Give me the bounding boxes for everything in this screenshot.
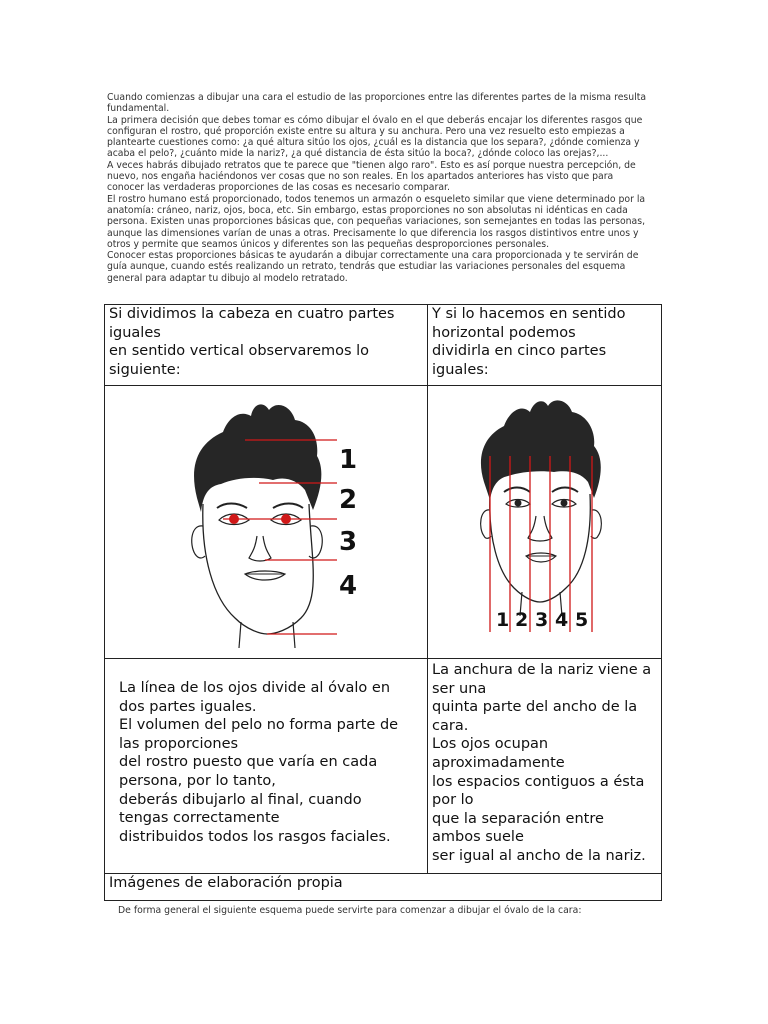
intro-line: fundamental.	[107, 103, 170, 115]
body-right-line: cara.	[432, 717, 469, 734]
body-right-line: los espacios contiguos a ésta	[432, 773, 645, 790]
intro-line: otros y permite que seamos únicos y diferentes son las pequeñas desproporciones personales.	[107, 238, 550, 250]
header-left-line: iguales	[109, 324, 161, 341]
horizontal-division-face-drawing	[428, 386, 664, 658]
body-right-line: ambos suele	[432, 829, 524, 846]
body-right-line: por lo	[432, 792, 474, 809]
header-left-cell	[105, 305, 428, 386]
eyebrow-right	[552, 488, 578, 493]
section-number: 2	[515, 609, 529, 631]
hair-shape	[194, 404, 321, 512]
section-number: 4	[339, 571, 358, 601]
body-left-line: distribuidos todos los rasgos faciales.	[119, 828, 391, 845]
intro-line: conocer las verdaderas proporciones de las cosas es necesario comparar.	[107, 182, 450, 194]
footnote-text: De forma general el siguiente esquema puede servirte para comenzar a dibujar el óvalo de la cara:	[118, 905, 582, 916]
header-left-line: en sentido vertical observaremos lo	[109, 343, 370, 360]
proportions-table	[104, 304, 662, 901]
section-number: 3	[535, 609, 549, 631]
section-number: 4	[555, 609, 569, 631]
body-right-line: ser igual al ancho de la nariz.	[432, 847, 646, 864]
intro-line: La primera decisión que debes tomar es cómo dibujar el óvalo en el que deberás encajar los diferentes rasgos que	[107, 114, 643, 126]
body-right-line: quinta parte del ancho de la	[432, 699, 638, 716]
section-number: 5	[575, 609, 589, 631]
intro-line: persona. Existen unas proporciones básicas que, con pequeñas variaciones, son semejantes en todas las personas,	[107, 216, 646, 228]
body-right-line: aproximadamente	[432, 754, 565, 771]
header-right-line: iguales:	[432, 361, 489, 378]
eyebrow-left	[504, 488, 530, 493]
intro-line: general para adaptar tu dibujo al modelo retratado.	[107, 272, 348, 284]
section-number: 3	[339, 527, 358, 557]
intro-line: guía aunque, cuando estés realizando un retrato, tendrás que estudiar las variaciones personales del esquema	[107, 261, 626, 273]
body-left-line: El volumen del pelo no forma parte de	[119, 717, 399, 734]
intro-line: El rostro humano está proporcionado, todos tenemos un armazón o esqueleto similar que viene determinado por la	[107, 193, 646, 205]
neck-right	[293, 622, 295, 648]
intro-line: Cuando comienzas a dibujar una cara el estudio de las proporciones entre las diferentes partes de la misma resulta	[107, 92, 647, 103]
face-outline	[490, 494, 591, 602]
body-left-line: persona, por lo tanto,	[119, 772, 276, 789]
vertical-division-illustration-cell	[105, 386, 428, 659]
pupil-right	[561, 500, 568, 507]
mouth	[245, 571, 285, 580]
intro-line: Conocer estas proporciones básicas te ayudarán a dibujar correctamente una cara proporcionada y te servirán de	[107, 250, 639, 262]
image-credit-cell: Imágenes de elaboración propia	[105, 874, 662, 901]
intro-line: A veces habrás dibujado retratos que te parece que "tienen algo raro". Esto es así porque nuestra percepción, de	[107, 159, 636, 171]
intro-line: aunque las dimensiones varían de unas a otras. Precisamente lo que diferencia los rasgos distintivos entre unos y	[107, 227, 639, 239]
header-left-line: siguiente:	[109, 361, 181, 378]
body-left-line: tengas correctamente	[119, 810, 280, 827]
nose	[528, 516, 552, 541]
intro-line: nuevo, nos engaña haciéndonos ver cosas que no son reales. En los apartados anteriores has visto que para	[107, 171, 614, 183]
header-right-line: horizontal podemos	[432, 324, 576, 341]
body-left-cell	[105, 659, 428, 874]
section-number: 1	[339, 445, 358, 475]
eyebrow-right	[273, 504, 303, 509]
vertical-division-face-drawing	[105, 386, 427, 658]
header-right-line: Y si lo hacemos en sentido	[432, 306, 626, 322]
intro-line: acaba el pelo?, ¿cuánto mide la nariz?, ¿a qué distancia de ésta sitúo la boca?, ¿dónde coloco las orejas?,...	[107, 148, 609, 160]
body-right-line: La anchura de la nariz viene a	[432, 662, 652, 678]
body-right-line: ser una	[432, 680, 487, 697]
intro-line: plantearte cuestiones como: ¿a qué altura sitúo los ojos, ¿cuál es la distancia que los separa?, ¿dónde comienza y	[107, 137, 640, 149]
neck-left	[239, 622, 241, 648]
face-outline	[203, 504, 313, 634]
pupil-left	[515, 500, 522, 507]
header-left-line: Si dividimos la cabeza en cuatro partes	[109, 306, 395, 322]
body-left-line: deberás dibujarlo al final, cuando	[119, 791, 362, 808]
body-right-line: que la separación entre	[432, 810, 604, 827]
intro-text	[107, 92, 659, 284]
section-number: 1	[496, 609, 510, 631]
horizontal-division-illustration-cell	[428, 386, 662, 659]
body-right-line: Los ojos ocupan	[432, 736, 549, 753]
eyebrow-left	[217, 504, 247, 509]
body-left-line: La línea de los ojos divide al óvalo en	[119, 680, 391, 696]
section-number: 2	[339, 485, 358, 515]
intro-line: configuran el rostro, qué proporción existe entre su altura y su anchura. Pero una vez resuelto esto empiezas a	[107, 125, 625, 137]
nose	[249, 536, 271, 561]
body-left-line: las proporciones	[119, 735, 239, 752]
hair-shape	[481, 400, 601, 500]
body-right-cell	[428, 659, 662, 874]
header-right-cell	[428, 305, 662, 386]
header-right-line: dividirla en cinco partes	[432, 343, 607, 360]
intro-line: anatomía: cráneo, nariz, ojos, boca, etc. Sin embargo, estas proporciones no son absolutas ni idénticas en cada	[107, 204, 628, 216]
body-left-line: dos partes iguales.	[119, 698, 257, 715]
body-left-line: del rostro puesto que varía en cada	[119, 754, 378, 771]
